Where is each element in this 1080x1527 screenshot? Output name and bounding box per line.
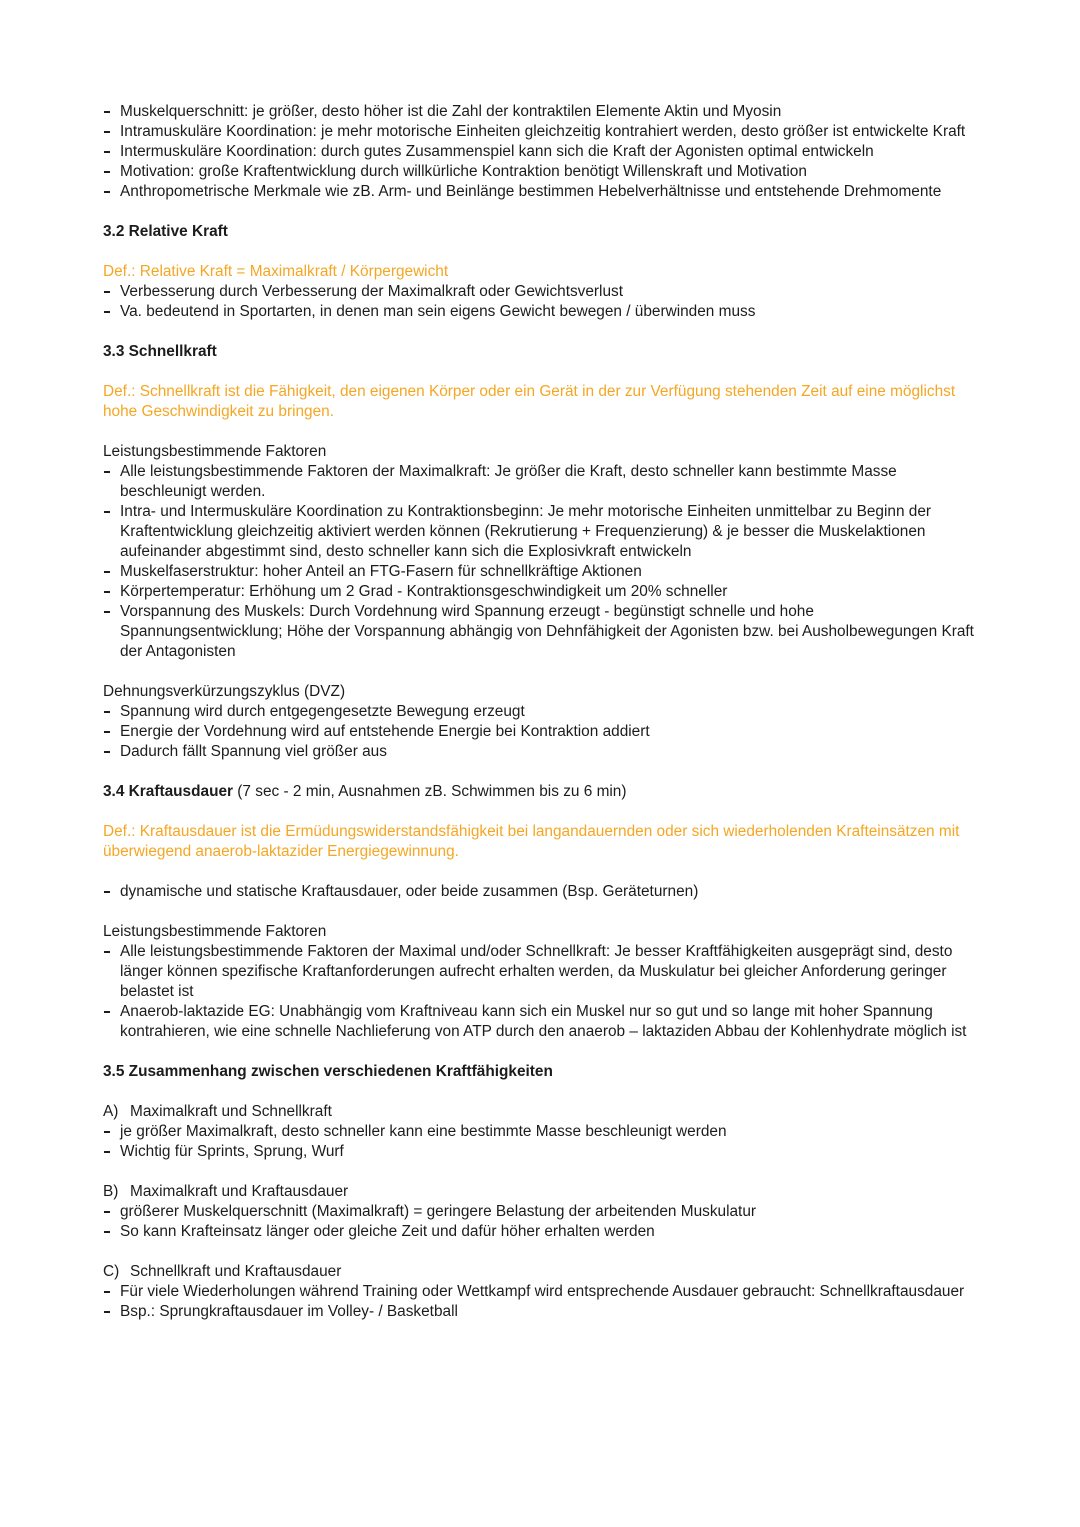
list-item: Muskelquerschnitt: je größer, desto höher ist die Zahl der kontraktilen Elemente Aktin und Myosin [103, 102, 980, 122]
definition-schnellkraft: Def.: Schnellkraft ist die Fähigkeit, den eigenen Körper oder ein Gerät in der zur Verfügung stehenden Zeit auf eine möglichst hohe Geschwindigkeit zu bringen. [103, 383, 956, 420]
group-title-b [103, 1182, 980, 1202]
group-c-list [103, 1282, 980, 1322]
heading-text: 3.4 Kraftausdauer [103, 783, 234, 800]
list-item: Alle leistungsbestimmende Faktoren der Maximal und/oder Schnellkraft: Je besser Kraftfähigkeiten ausgeprägt sind, desto länger können spezifische Kraftanforderungen aufrecht erhalten werden, da Muskulatur bei gleicher Anforderung geringer belastet ist [103, 942, 980, 1002]
group-title: Schnellkraft und Kraftausdauer [130, 1263, 342, 1280]
list-item: je größer Maximalkraft, desto schneller kann eine bestimmte Masse beschleunigt werden [103, 1122, 980, 1142]
list-item: Intermuskuläre Koordination: durch gutes Zusammenspiel kann sich die Kraft der Agonisten optimal entwickeln [103, 142, 980, 162]
list-item: Wichtig für Sprints, Sprung, Wurf [103, 1142, 980, 1162]
list-item: Energie der Vordehnung wird auf entstehende Energie bei Kontraktion addiert [103, 722, 980, 742]
section-heading-3-5: 3.5 Zusammenhang zwischen verschiedenen Kraftfähigkeiten [103, 1063, 553, 1080]
group-title-c [103, 1262, 980, 1282]
group-b-list [103, 1202, 980, 1242]
list-item: Alle leistungsbestimmende Faktoren der Maximalkraft: Je größer die Kraft, desto schneller kann bestimmte Masse beschleunigt werden. [103, 462, 980, 502]
definition-relative-kraft: Def.: Relative Kraft = Maximalkraft / Körpergewicht [103, 263, 449, 280]
list-item: Vorspannung des Muskels: Durch Vordehnung wird Spannung erzeugt - begünstigt schnelle und hohe Spannungsentwicklung; Höhe der Vorspannung abhängig von Dehnfähigkeit der Agonisten bzw. bei Ausholbewegungen Kraft der Antagonisten [103, 602, 980, 662]
dvz-list [103, 702, 980, 762]
group-title: Maximalkraft und Schnellkraft [130, 1103, 332, 1120]
list-item: Intramuskuläre Koordination: je mehr motorische Einheiten gleichzeitig kontrahiert werden, desto größer ist entwickelte Kraft [103, 122, 980, 142]
list-item: Dadurch fällt Spannung viel größer aus [103, 742, 980, 762]
group-letter: A) [103, 1103, 119, 1120]
section-heading-3-4 [103, 782, 980, 802]
list-item: größerer Muskelquerschnitt (Maximalkraft) = geringere Belastung der arbeitenden Muskulatur [103, 1202, 980, 1222]
kraftausdauer-factors-list [103, 942, 980, 1042]
list-item: Anthropometrische Merkmale wie zB. Arm- und Beinlänge bestimmen Hebelverhältnisse und entstehende Drehmomente [103, 182, 980, 202]
schnellkraft-factors-list [103, 462, 980, 662]
list-item: Für viele Wiederholungen während Training oder Wettkampf wird entsprechende Ausdauer gebraucht: Schnellkraftausdauer [103, 1282, 980, 1302]
group-letter: B) [103, 1183, 119, 1200]
list-item: Bsp.: Sprungkraftausdauer im Volley- / Basketball [103, 1302, 980, 1322]
list-item: dynamische und statische Kraftausdauer, oder beide zusammen (Bsp. Geräteturnen) [103, 882, 980, 902]
section-heading-3-3: 3.3 Schnellkraft [103, 343, 217, 360]
intro-list [103, 102, 980, 202]
dvz-label: Dehnungsverkürzungszyklus (DVZ) [103, 683, 346, 700]
section-heading-3-2: 3.2 Relative Kraft [103, 223, 228, 240]
list-item: Verbesserung durch Verbesserung der Maximalkraft oder Gewichtsverlust [103, 282, 980, 302]
list-item: Intra- und Intermuskuläre Koordination zu Kontraktionsbeginn: Je mehr motorische Einheiten unmittelbar zu Beginn der Kraftentwicklung gleichzeitig aktiviert werden können (Rekrutierung + Frequenzierung) & je besser die Muskelaktionen aufeinander abgestimmt sind, desto schneller kann sich die Explosivkraft entwickeln [103, 502, 980, 562]
group-letter: C) [103, 1263, 120, 1280]
group-title-a [103, 1102, 980, 1122]
factors-label: Leistungsbestimmende Faktoren [103, 923, 327, 940]
list-item: Spannung wird durch entgegengesetzte Bewegung erzeugt [103, 702, 980, 722]
list-item: Motivation: große Kraftentwicklung durch willkürliche Kontraktion benötigt Willenskraft und Motivation [103, 162, 980, 182]
kraftausdauer-note-list [103, 882, 980, 902]
list-item: Anaerob-laktazide EG: Unabhängig vom Kraftniveau kann sich ein Muskel nur so gut und so lange mit hoher Spannung kontrahieren, wie eine schnelle Nachlieferung von ATP durch den anaerob – laktaziden Abbau der Kohlenhydrate möglich ist [103, 1002, 980, 1042]
list-item: Körpertemperatur: Erhöhung um 2 Grad - Kontraktionsgeschwindigkeit um 20% schneller [103, 582, 980, 602]
list-item: Muskelfaserstruktur: hoher Anteil an FTG-Fasern für schnellkräftige Aktionen [103, 562, 980, 582]
list-item: So kann Krafteinsatz länger oder gleiche Zeit und dafür höher erhalten werden [103, 1222, 980, 1242]
heading-note: (7 sec - 2 min, Ausnahmen zB. Schwimmen bis zu 6 min) [233, 783, 627, 800]
relative-kraft-list [103, 282, 980, 322]
group-title: Maximalkraft und Kraftausdauer [130, 1183, 349, 1200]
factors-label: Leistungsbestimmende Faktoren [103, 443, 327, 460]
list-item: Va. bedeutend in Sportarten, in denen man sein eigens Gewicht bewegen / überwinden muss [103, 302, 980, 322]
group-a-list [103, 1122, 980, 1162]
definition-kraftausdauer: Def.: Kraftausdauer ist die Ermüdungswiderstandsfähigkeit bei langandauernden oder sich wiederholenden Krafteinsätzen mit überwiegend anaerob-laktazider Energiegewinnung. [103, 823, 960, 860]
